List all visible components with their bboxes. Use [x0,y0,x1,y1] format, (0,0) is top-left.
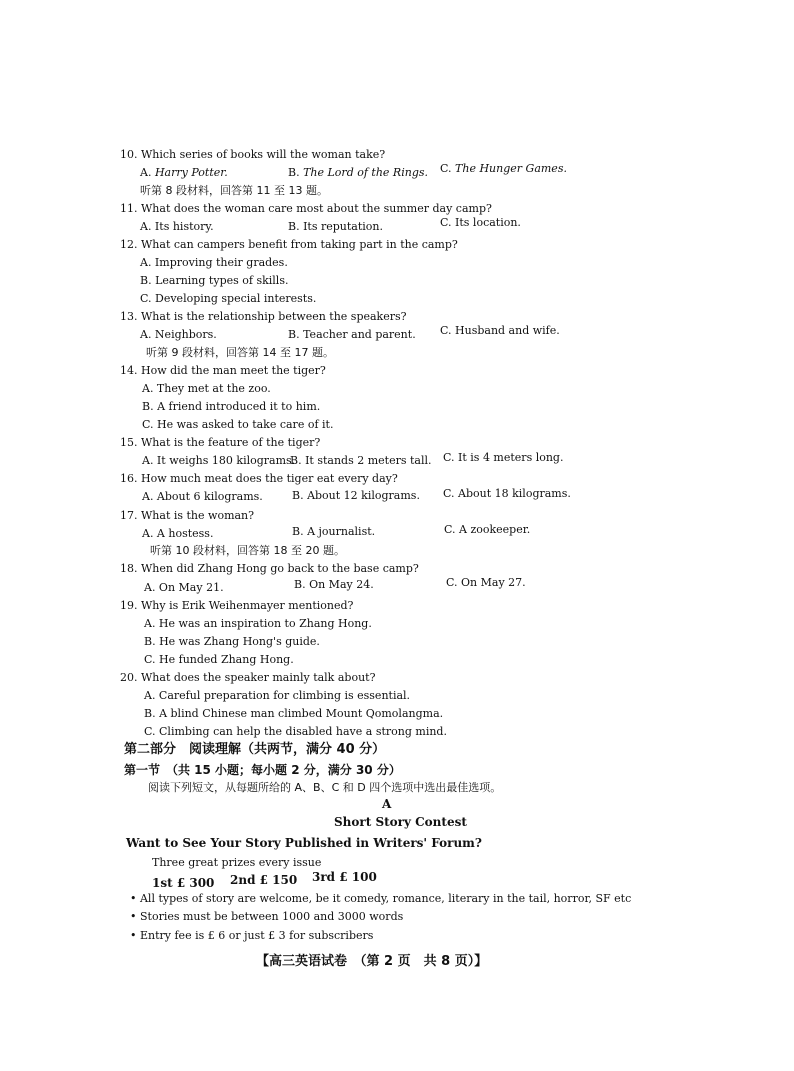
rule-item: • Stories must be between 1000 and 3000 words [130,910,404,923]
question-20-stem: 20. What does the speaker mainly talk about? [120,671,376,684]
question-17-stem: 17. What is the woman? [120,509,255,522]
question-15-option-c: C. It is 4 meters long. [443,451,564,464]
question-10-stem: 10. Which series of books will the woman take? [120,148,386,161]
question-10-option-c: C. The Hunger Games. [440,162,567,175]
prizes-intro: Three great prizes every issue [152,856,322,869]
question-19-option-a: A. He was an inspiration to Zhang Hong. [144,617,372,630]
question-10-option-a: A. Harry Potter. [140,166,228,179]
question-12-stem: 12. What can campers benefit from taking part in the camp? [120,238,458,251]
question-11-option-c: C. Its location. [440,216,521,229]
page-footer: 【高三英语试卷 （第 2 页 共 8 页）】 [256,954,488,969]
rule-item: • Entry fee is £ 6 or just £ 3 for subscribers [130,929,374,942]
prize-third: 3rd £ 100 [312,870,377,884]
question-15-option-b: B. It stands 2 meters tall. [290,454,432,467]
question-13-option-b: B. Teacher and parent. [288,328,416,341]
passage-letter: A [382,797,392,811]
question-16-option-b: B. About 12 kilograms. [292,489,420,502]
question-17-option-b: B. A journalist. [292,525,376,538]
question-14-option-b: B. A friend introduced it to him. [142,400,321,413]
question-19-option-b: B. He was Zhang Hong's guide. [144,635,320,648]
question-14-option-a: A. They met at the zoo. [142,382,271,395]
question-15-option-a: A. It weighs 180 kilograms. [142,454,296,467]
listening-instruction-9: 听第 9 段材料，回答第 14 至 17 题。 [146,346,334,359]
question-17-option-c: C. A zookeeper. [444,523,531,536]
question-10-option-b: B. The Lord of the Rings. [288,166,428,179]
question-16-stem: 16. How much meat does the tiger eat every day? [120,472,398,485]
section-one-heading: 第一节 （共 15 小题；每小题 2 分，满分 30 分） [124,763,401,777]
question-16-option-c: C. About 18 kilograms. [443,487,571,500]
question-15-stem: 15. What is the feature of the tiger? [120,436,321,449]
question-16-option-a: A. About 6 kilograms. [142,490,263,503]
passage-headline: Want to See Your Story Published in Writers' Forum? [126,836,482,850]
passage-title: Short Story Contest [334,815,467,829]
question-20-option-c: C. Climbing can help the disabled have a strong mind. [144,725,447,738]
question-18-option-b: B. On May 24. [294,578,374,591]
listening-instruction-8: 听第 8 段材料，回答第 11 至 13 题。 [140,184,328,197]
question-11-option-a: A. Its history. [140,220,214,233]
question-14-stem: 14. How did the man meet the tiger? [120,364,326,377]
question-19-option-c: C. He funded Zhang Hong. [144,653,294,666]
question-12-option-a: A. Improving their grades. [140,256,288,269]
listening-instruction-10: 听第 10 段材料，回答第 18 至 20 题。 [150,544,345,557]
question-18-stem: 18. When did Zhang Hong go back to the base camp? [120,562,419,575]
question-11-option-b: B. Its reputation. [288,220,383,233]
question-17-option-a: A. A hostess. [142,527,214,540]
prize-second: 2nd £ 150 [230,873,298,887]
question-20-option-a: A. Careful preparation for climbing is essential. [144,689,411,702]
question-14-option-c: C. He was asked to take care of it. [142,418,334,431]
question-13-stem: 13. What is the relationship between the speakers? [120,310,407,323]
part-two-heading: 第二部分 阅读理解（共两节，满分 40 分） [124,742,386,757]
question-12-option-b: B. Learning types of skills. [140,274,289,287]
question-12-option-c: C. Developing special interests. [140,292,317,305]
question-18-option-a: A. On May 21. [144,581,224,594]
question-13-option-a: A. Neighbors. [140,328,217,341]
question-11-stem: 11. What does the woman care most about the summer day camp? [120,202,492,215]
question-18-option-c: C. On May 27. [446,576,526,589]
reading-instructions: 阅读下列短文，从每题所给的 A、B、C 和 D 四个选项中选出最佳选项。 [148,781,502,794]
prize-first: 1st £ 300 [152,876,215,890]
question-13-option-c: C. Husband and wife. [440,324,560,337]
question-20-option-b: B. A blind Chinese man climbed Mount Qomolangma. [144,707,444,720]
rule-item: • All types of story are welcome, be it comedy, romance, literary in the tail, horror, SF etc [130,892,632,905]
question-19-stem: 19. Why is Erik Weihenmayer mentioned? [120,599,354,612]
